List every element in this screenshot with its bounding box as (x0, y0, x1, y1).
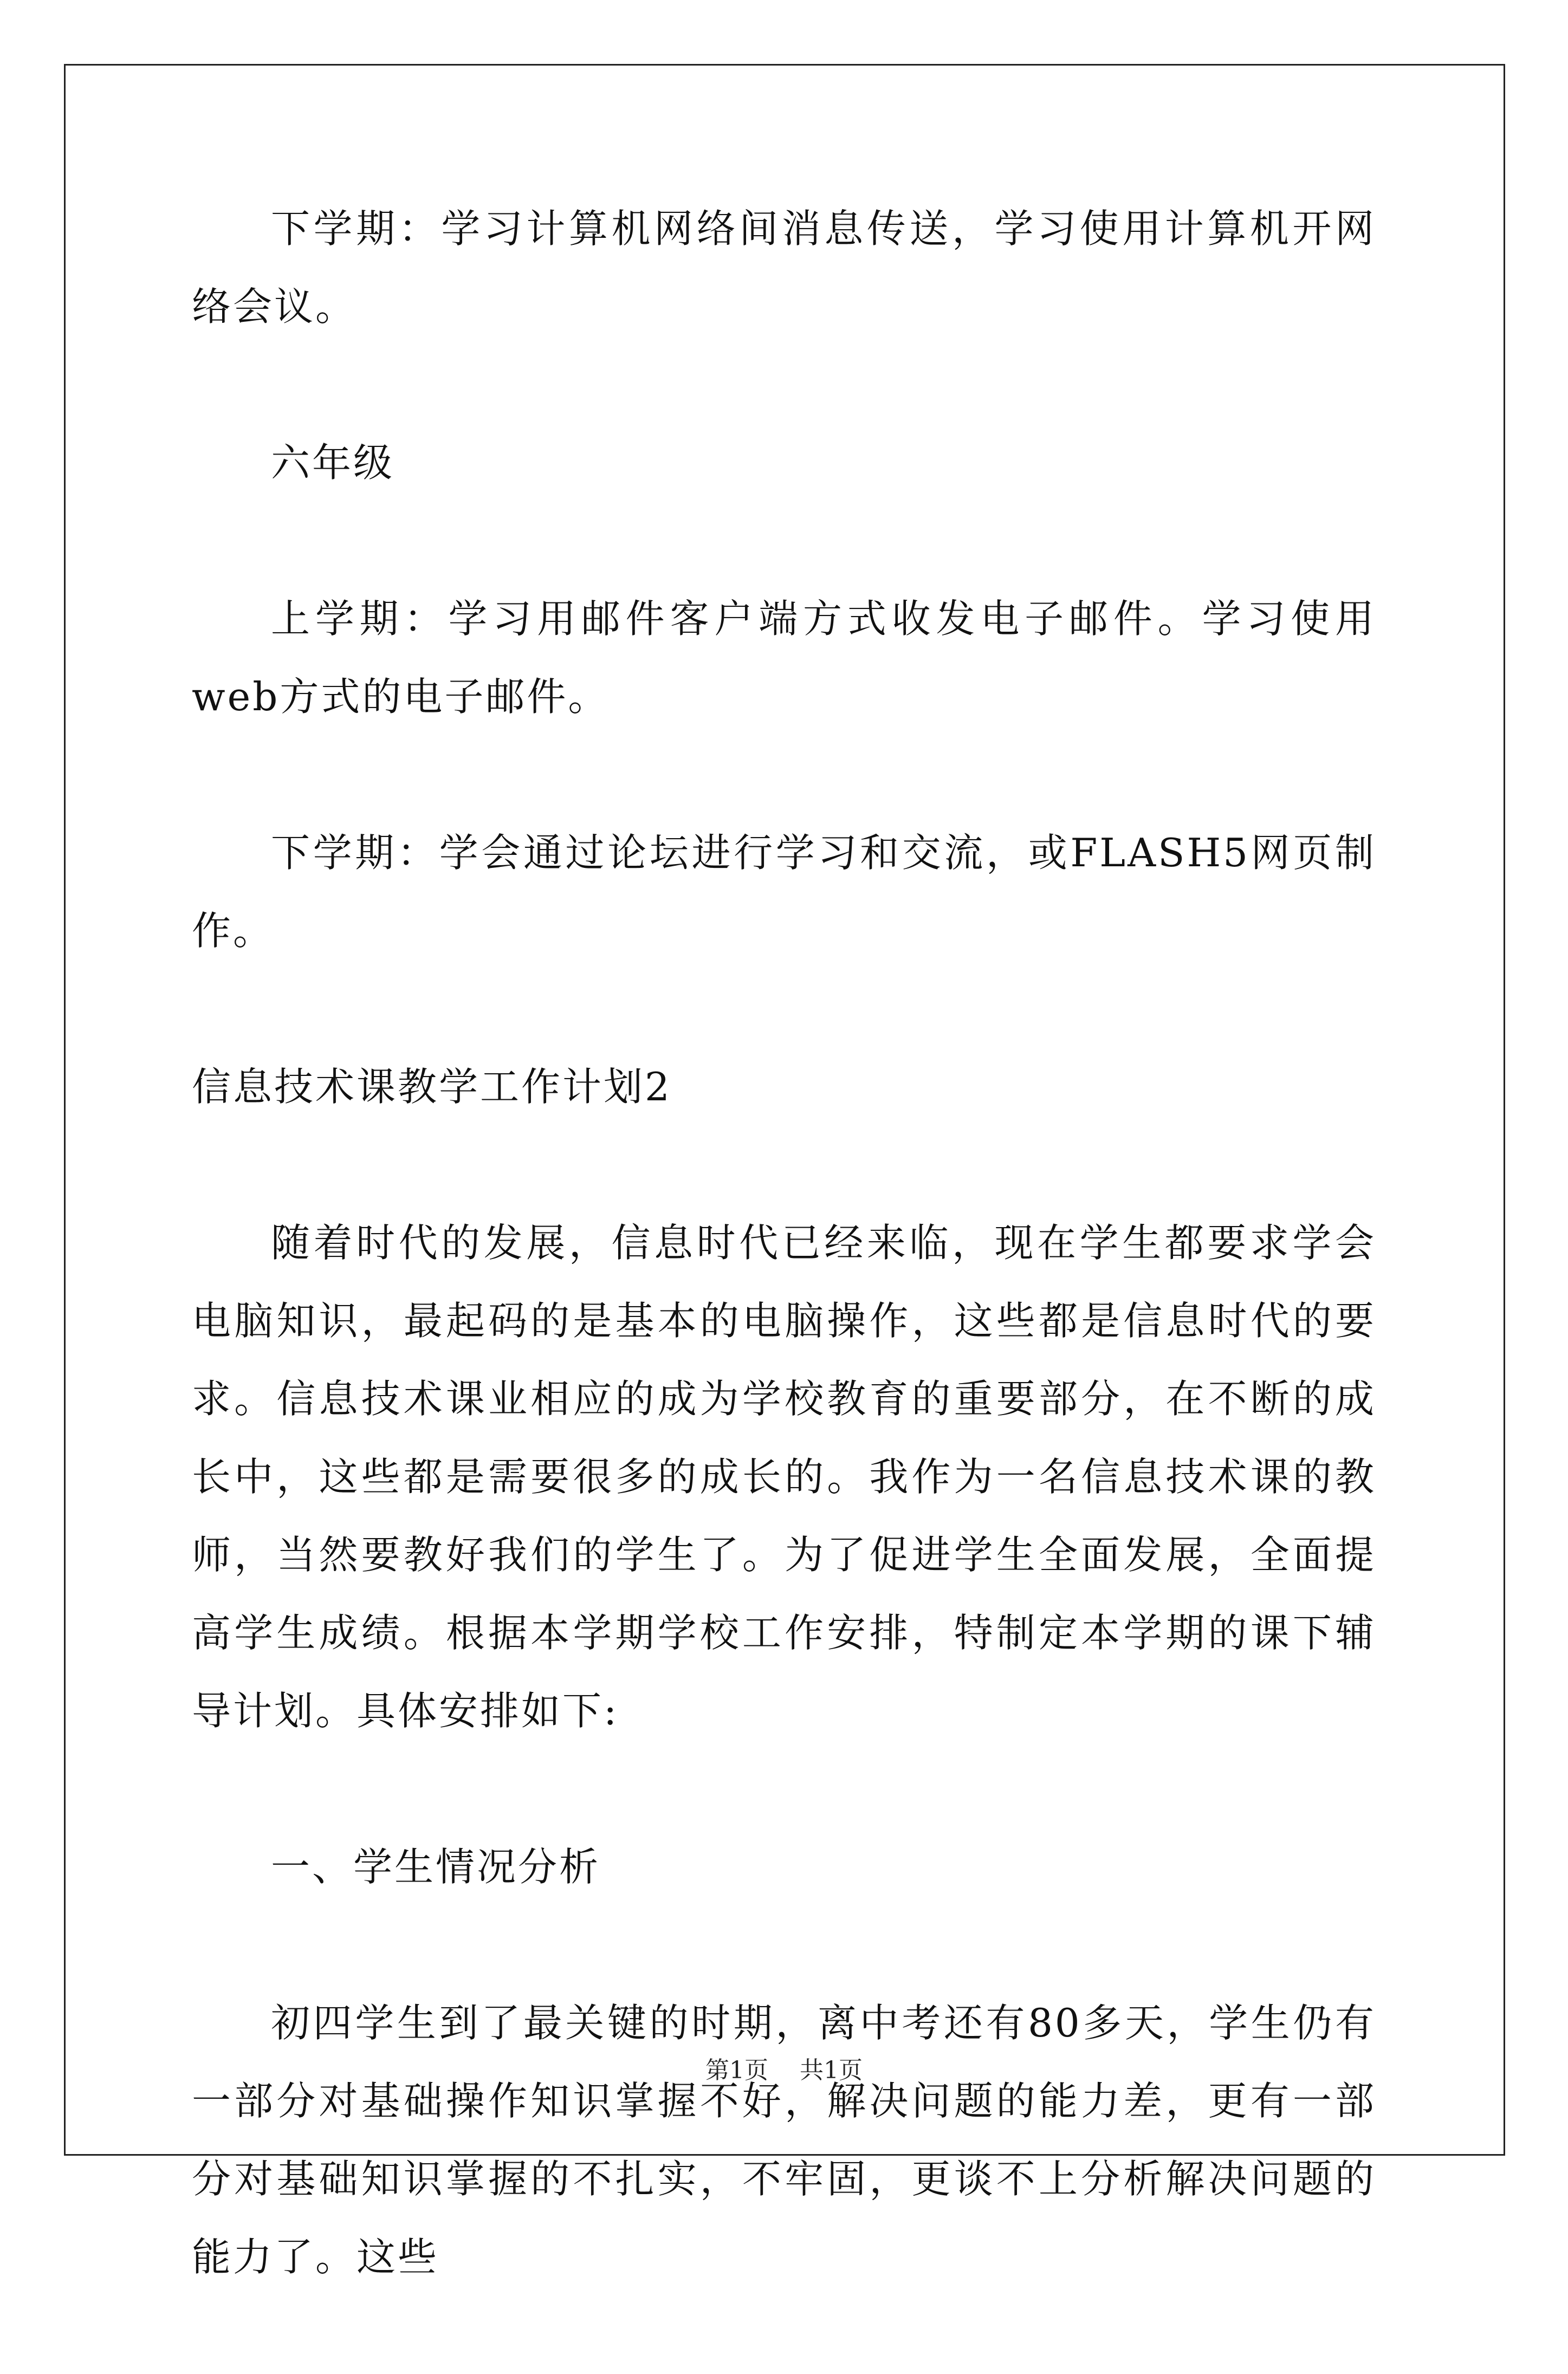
page-total: 共1页 (800, 2057, 863, 2084)
paragraph-grade-six: 六年级 (271, 440, 395, 485)
paragraph-next-semester-6th: 下学期：学会通过论坛进行学习和交流，或FLASH5网页制作。 (192, 830, 1376, 954)
paragraph-student-analysis: 初四学生到了最关键的时期，离中考还有80多天，学生仍有一部分对基础操作知识掌握不好，解决问题的能力差，更有一部分对基础知识掌握的不扎实，不牢固，更谈不上分析解决问题的能力了。这些 (192, 2000, 1376, 2280)
section-heading: 信息技术课教学工作计划2 (192, 1064, 672, 1110)
paragraph-student-analysis-title: 一、学生情况分析 (271, 1844, 601, 1890)
document-body (192, 190, 1376, 2374)
paragraph-first-semester-6th: 上学期：学习用邮件客户端方式收发电子邮件。学习使用web方式的电子邮件。 (192, 596, 1376, 719)
paragraph-next-semester-5th: 下学期：学习计算机网络间消息传送，学习使用计算机开网络会议。 (192, 206, 1376, 329)
page-number: 第1页 (705, 2057, 768, 2084)
paragraph-intro: 随着时代的发展，信息时代已经来临，现在学生都要求学会电脑知识，最起码的是基本的电脑操作，这些都是信息时代的要求。信息技术课业相应的成为学校教育的重要部分，在不断的成长中，这些都是需要很多的成长的。我作为一名信息技术课的教师，当然要教好我们的学生了。为了促进学生全面发展，全面提高学生成绩。根据本学期学校工作安排，特制定本学期的课下辅导计划。具体安排如下: (192, 1220, 1376, 1734)
page-footer (0, 2054, 1568, 2087)
